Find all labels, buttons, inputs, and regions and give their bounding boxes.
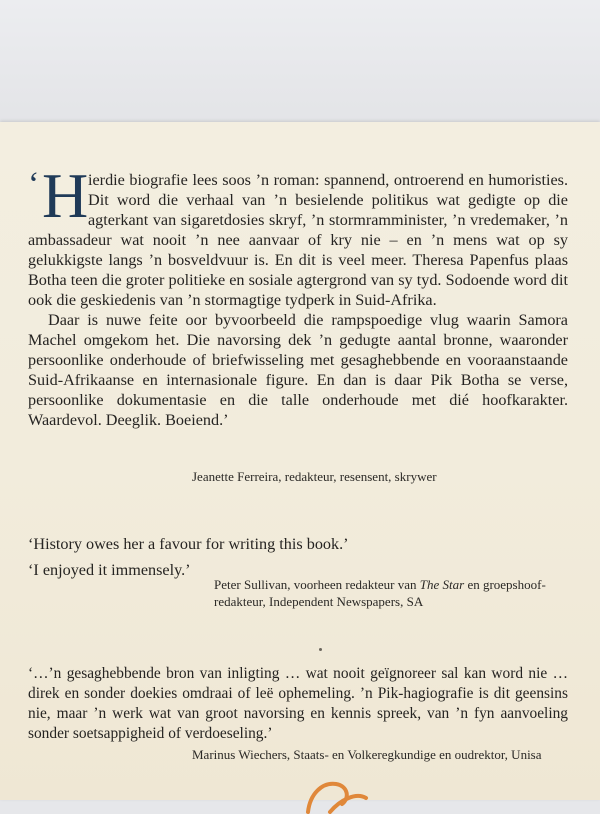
- quote-paragraph-1: ierdie biografie lees soos ’n roman: spannend, ontroerend en humoristies. Dit word die verhaal van ’n besielende politikus wat gedigte op die agterkant van sigaretdosies skryf, ’n stormramminister, ’n vredemaker, ’n ambassadeur wat nooit ’n nee aanvaar of kry nie – en ’n mens wat op sy gelukkigste langs ’n bosveldvuur is. En dit is veel meer. Theresa Papenfus plaas Botha teen die groter politieke en sosiale agtergrond van sy tyd. Sodoende word dit ook die geskiedenis van ’n stormagtige tydperk in Suid-Afrika.: [28, 171, 568, 309]
- quote-paragraph-2: Daar is nuwe feite oor byvoorbeeld die rampspoedige vlug waarin Samora Machel omgekom het. Die navorsing dek ’n gedugte aantal bronne, waaronder persoonlike onderhoude of briefwisseling met gesaghebbende en vooraanstaande Suid-Afrikaanse en internasionale figure. En dan is daar Pik Botha se verse, persoonlike dokumentasie en die talle onderhoude met dié hoofkarakter. Waardevol. Deeglik. Boeiend.’: [28, 311, 568, 429]
- review-quote-wiechers: [28, 664, 568, 744]
- review-quote-ferreira: [28, 160, 568, 430]
- quote-line-1: ‘History owes her a favour for writing this book.’: [28, 535, 349, 553]
- attribution-ferreira: Jeanette Ferreira, redakteur, resensent, skrywer: [192, 469, 437, 484]
- drop-cap: H: [42, 160, 89, 231]
- publisher-logo-icon: [300, 774, 370, 814]
- quote-paragraph: ‘…’n gesaghebbende bron van inligting … wat nooit geïgnoreer sal kan word nie … direk en sonder doekies omdraai of leë ophemeling. ’n Pik-hagiografie is dit geensins nie, maar ’n werk wat van groot navorsing en kennis spreek, van ’n fyn aanvoeling sonder soetsappigheid of verdoeseling.’: [28, 665, 568, 742]
- attribution-line-1: Peter Sullivan, voorheen redakteur van The Star en groepshoof-: [214, 577, 546, 592]
- quote-line-2: ‘I enjoyed it immensely.’: [28, 561, 191, 579]
- attribution-wiechers: Marinus Wiechers, Staats- en Volkeregkundige en oudrektor, Unisa: [192, 747, 542, 762]
- opening-quote-mark: ‘: [28, 166, 40, 203]
- publication-title: The Star: [419, 577, 465, 592]
- background-surface: [0, 0, 600, 125]
- attribution-sullivan: [214, 576, 574, 610]
- opening-ornament: [28, 160, 89, 231]
- separator-dot: [319, 648, 322, 651]
- attribution-line-2: redakteur, Independent Newspapers, SA: [214, 594, 424, 609]
- book-back-cover: [0, 122, 600, 800]
